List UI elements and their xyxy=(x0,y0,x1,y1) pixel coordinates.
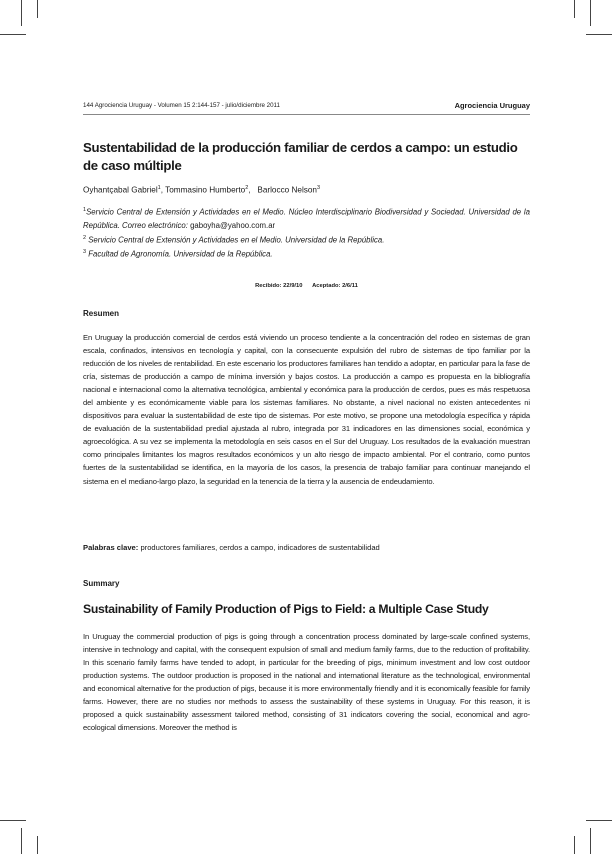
summary-text: In Uruguay the commercial production of pigs is going through a concentration process dominated by large-scale confined systems, intensive in technology and capital, with the consequent expulsion of small and medium family farms, due to the reduction of profitability. In this scenario family farms have tended to adopt, in particular for the breeding of pigs, minimum investment and low cost outdoor production systems. The outdoor production is proposed in the national and international literature as the technological, environmental and economical alternative for the production of pigs, because it is more environmentally friendly and it is economically feasible for family farms. However, there are no studies nor methods to assess the sustainability of these systems in Uruguay. For this reason, it is proposed a quick sustainability assessment tailored method, consisting of 31 indicators covering the social, economical and agro-ecological dimensions. Moreover the method is xyxy=(83,632,530,733)
header-rule xyxy=(83,114,530,115)
keywords-text: productores familiares, cerdos a campo, indicadores de sustentabilidad xyxy=(140,543,380,552)
affiliation xyxy=(83,246,530,261)
crop-mark xyxy=(586,34,612,35)
keywords xyxy=(83,543,530,552)
author-name: Tommasino Humberto xyxy=(165,185,246,195)
resumen-heading: Resumen xyxy=(83,309,120,318)
crop-mark xyxy=(37,836,38,854)
article-dates xyxy=(83,283,530,289)
running-head-journal: Agrociencia Uruguay xyxy=(454,100,530,110)
affiliations xyxy=(83,204,530,261)
accepted-date: Aceptado: 2/6/11 xyxy=(312,283,358,289)
affiliation xyxy=(83,232,530,247)
crop-mark xyxy=(586,820,612,821)
running-header xyxy=(83,99,530,111)
affiliation-sup: 1 xyxy=(83,207,87,213)
author-sup: 3 xyxy=(317,185,321,191)
crop-mark xyxy=(21,0,22,26)
keywords-label: Palabras clave: xyxy=(83,543,139,552)
running-head-citation: 144 Agrociencia Uruguay - Volumen 15 2:144-157 - julio/diciembre 2011 xyxy=(83,101,280,109)
author-sup: 1 xyxy=(157,185,161,191)
crop-mark xyxy=(37,0,38,18)
crop-mark xyxy=(0,820,26,821)
english-title: Sustainability of Family Production of Pigs to Field: a Multiple Case Study xyxy=(83,602,489,616)
article-title: Sustentabilidad de la producción familiar de cerdos a campo: un estudio de caso múltiple xyxy=(83,140,518,173)
affiliation-text: Servicio Central de Extensión y Actividades en el Medio. Universidad de la República. xyxy=(88,235,385,245)
crop-mark xyxy=(574,836,575,854)
affiliation xyxy=(83,204,530,232)
author-name: Barlocco Nelson xyxy=(257,185,317,195)
affiliation-sup: 2 xyxy=(83,234,87,241)
crop-mark xyxy=(590,0,591,26)
received-date: Recibido: 22/9/10 xyxy=(255,283,303,289)
author-email: gaboyha@yahoo.com.ar xyxy=(190,220,276,230)
author-name: Oyhantçabal Gabriel xyxy=(83,185,158,195)
affiliation-sup: 3 xyxy=(83,249,87,256)
affiliation-text: Facultad de Agronomía. Universidad de la República. xyxy=(88,249,273,259)
crop-mark xyxy=(574,0,575,18)
summary-heading: Summary xyxy=(83,579,120,588)
author-list: Oyhantçabal Gabriel$^1$, Tommasino Humberto$^2$, Barlocco Nelson$^3$ xyxy=(83,185,321,195)
author-sup: 2 xyxy=(245,185,249,191)
crop-mark xyxy=(0,34,26,35)
affiliation-text: Servicio Central de Extensión y Actividades en el Medio. Núcleo Interdisciplinario Biodiversidad y Sociedad. Universidad de la República. Correo electrónico: xyxy=(83,207,530,230)
crop-mark xyxy=(21,828,22,854)
resumen-text: En Uruguay la producción comercial de cerdos está viviendo un proceso tendiente a la concentración del rodeo en sistemas de gran escala, confinados, intensivos en tecnología y capital, con la consecuente expulsión del rubro de sistemas de tipo familiar por la reducción de los niveles de rentabilidad. En este escenario los productores familiares han tendido a adoptar, en particular para la fase de cría, sistemas de producción a campo de mínima inversión y bajos costos. La producción a campo es propuesta en la bibliografía nacional e internacional como la alternativa tecnológica, ambiental y económica para la producción de cerdos, pues es más respetuosa del ambiente y es económicamente viable para los sistemas familiares. No obstante, a nivel nacional no existen antecedentes ni dispositivos para evaluar la sustentabilidad de este tipo de sistemas. Por este motivo, se propone una metodología específica y rápida de evaluación de la sustentabilidad predial ajustada al rubro, integrada por 31 indicadores en las dimensiones social, económica y agroecológica. A su vez se implementa la metodología en seis casos en el Sur del Uruguay. Los resultados de la evaluación muestran como principales limitantes los magros resultados económicos y un alto riesgo de impacto ambiental. Por el contrario, como puntos fuertes de la sustentabilidad se identifica, en la mayoría de los casos, la presencia de trabajo familiar para continuar manejando el sistema en el mediano-largo plazo, la seguridad en la tenencia de la tierra y la ausencia de endeudamiento. xyxy=(83,333,530,486)
crop-mark xyxy=(590,828,591,854)
